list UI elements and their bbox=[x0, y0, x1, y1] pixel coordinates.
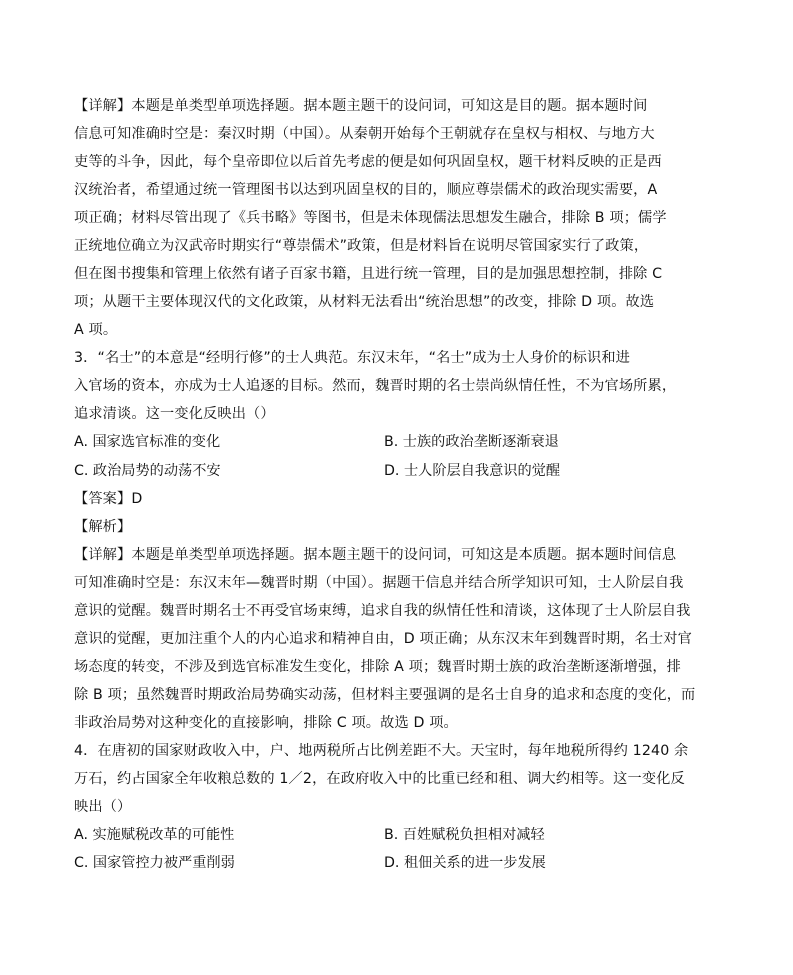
q4-stem-line-3: 映出（） bbox=[74, 799, 132, 815]
q2-explanation-line-3: 吏等的斗争，因此，每个皇帝即位以后首先考虑的便是如何巩固皇权，题干材料反映的正是西 bbox=[74, 154, 662, 170]
q3-explanation-line-3: 意识的觉醒。魏晋时期名士不再受官场束缚，追求自我的纵情任性和清谈，这体现了士人阶层自我 bbox=[74, 603, 691, 619]
q3-stem-line-2: 入官场的资本，亦成为士人追逐的目标。然而，魏晋时期的名士崇尚纵情任性，不为官场所累， bbox=[74, 378, 677, 394]
q3-analysis-label: 【解析】 bbox=[74, 519, 132, 535]
q4-option-b: B. 百姓赋税负担相对减轻 bbox=[384, 827, 545, 843]
q4-stem-line-2: 万石，约占国家全年收粮总数的 1／2，在政府收入中的比重已经和租、调大约相等。这一变化反 bbox=[74, 771, 685, 787]
q2-explanation-line-8: 项；从题干主要体现汉代的文化政策，从材料无法看出“统治思想”的改变，排除 D 项。故选 bbox=[74, 294, 655, 310]
q2-explanation-line-7: 但在图书搜集和管理上依然有诸子百家书籍，且进行统一管理，目的是加强思想控制，排除 C bbox=[74, 266, 663, 282]
q4-option-c: C. 国家管控力被严重削弱 bbox=[74, 855, 235, 871]
q3-option-c: C. 政治局势的动荡不安 bbox=[74, 463, 221, 479]
q4-stem-line-1: 4．在唐初的国家财政收入中，户、地两税所占比例差距不大。天宝时，每年地税所得约 1240 余 bbox=[74, 743, 689, 759]
q3-stem-line-1: 3．“名士”的本意是“经明行修”的士人典范。东汉末年，“名士”成为士人身价的标识和进 bbox=[74, 350, 630, 366]
q3-option-b: B. 士族的政治垄断逐渐衰退 bbox=[384, 434, 559, 450]
q4-option-a: A. 实施赋税改革的可能性 bbox=[74, 827, 235, 843]
q3-explanation-line-6: 除 B 项；虽然魏晋时期政治局势确实动荡，但材料主要强调的是名士自身的追求和态度的变化，而 bbox=[74, 687, 696, 703]
q3-answer: 【答案】D bbox=[74, 491, 143, 507]
q2-explanation-line-2: 信息可知准确时空是：秦汉时期（中国）。从秦朝开始每个王朝就存在皇权与相权、与地方大 bbox=[74, 126, 655, 142]
q2-explanation-line-5: 项正确；材料尽管出现了《兵书略》等图书，但是未体现儒法思想发生融合，排除 B 项；儒学 bbox=[74, 210, 667, 226]
q3-explanation-line-7: 非政治局势对这种变化的直接影响，排除 C 项。故选 D 项。 bbox=[74, 715, 458, 731]
q3-option-d: D. 士人阶层自我意识的觉醒 bbox=[384, 463, 561, 479]
q2-explanation-line-6: 正统地位确立为汉武帝时期实行“尊崇儒术”政策，但是材料旨在说明尽管国家实行了政策， bbox=[74, 238, 649, 254]
q4-option-d: D. 租佃关系的进一步发展 bbox=[384, 855, 546, 871]
q3-option-a: A. 国家选官标准的变化 bbox=[74, 434, 221, 450]
q3-stem-line-3: 追求清谈。这一变化反映出（） bbox=[74, 406, 275, 422]
q3-explanation-line-2: 可知准确时空是：东汉末年—魏晋时期（中国）。据题干信息并结合所学知识可知，士人阶层自我 bbox=[74, 575, 684, 591]
q2-explanation-line-4: 汉统治者，希望通过统一管理图书以达到巩固皇权的目的，顺应尊崇儒术的政治现实需要，A bbox=[74, 182, 658, 198]
q3-explanation-line-5: 场态度的转变，不涉及到选官标准发生变化，排除 A 项；魏晋时期士族的政治垄断逐渐增强，排 bbox=[74, 659, 682, 675]
q2-explanation-line-1: 【详解】本题是单类型单项选择题。据本题主题干的设问词，可知这是目的题。据本题时间 bbox=[74, 98, 648, 114]
q3-explanation-line-1: 【详解】本题是单类型单项选择题。据本题主题干的设问词，可知这是本质题。据本题时间信息 bbox=[74, 547, 677, 563]
q2-explanation-line-9: A 项。 bbox=[74, 322, 118, 338]
q3-explanation-line-4: 意识的觉醒，更加注重个人的内心追求和精神自由，D 项正确；从东汉末年到魏晋时期，名士对官 bbox=[74, 631, 692, 647]
